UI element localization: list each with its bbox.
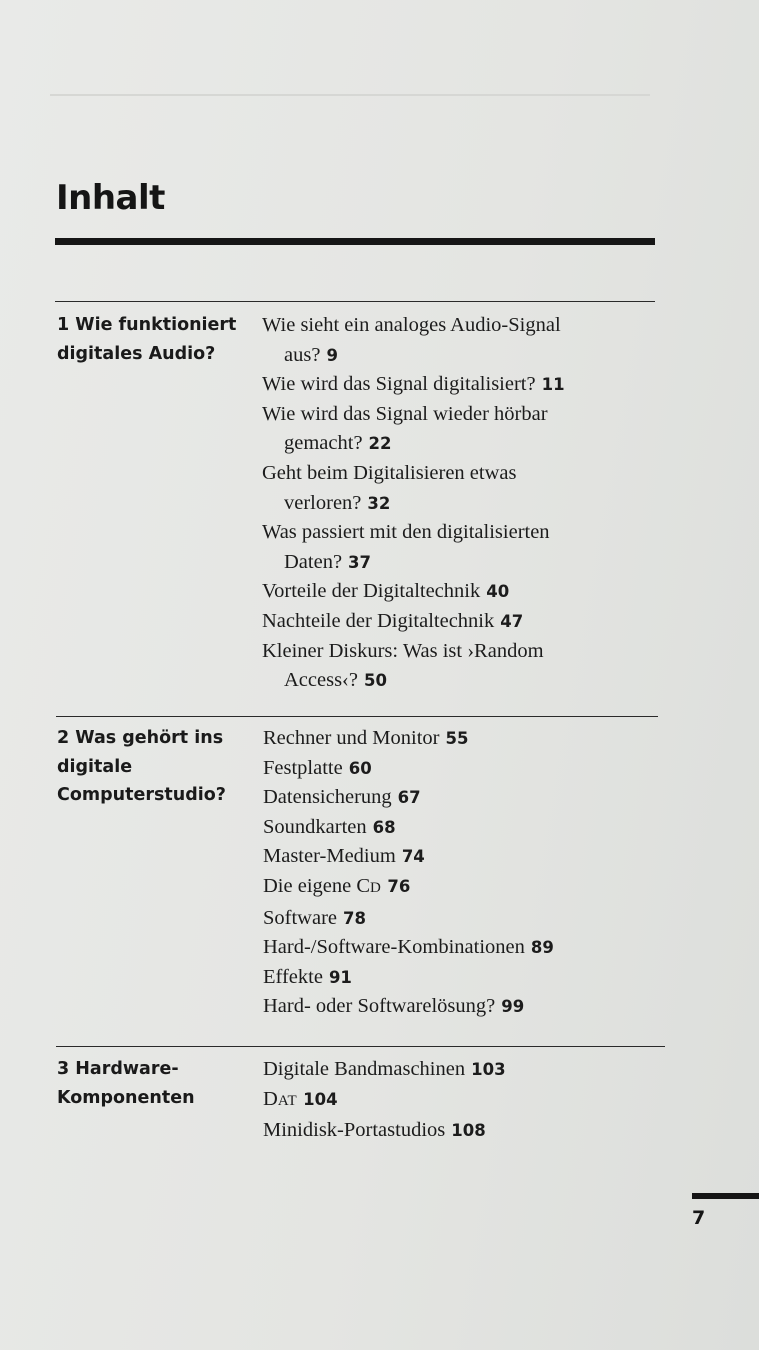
toc-entry[interactable]: Hard-/Software-Kombinationen 89 (263, 936, 554, 959)
chapter-divider (56, 1046, 665, 1047)
toc-entry[interactable]: Wie sieht ein analoges Audio-Signal aus? 9 (262, 314, 561, 366)
toc-entry[interactable]: Hard- oder Softwarelösung? 99 (263, 995, 525, 1018)
page-ref: 11 (541, 375, 565, 395)
toc-entry[interactable]: Wie wird das Signal wieder hörbar gemacht? 22 (262, 402, 548, 455)
chapter-title: 3 Hardware- Komponenten (57, 1059, 195, 1108)
chapter-divider (56, 716, 658, 717)
toc-entry[interactable]: Master-Medium 74 (263, 845, 425, 868)
toc-entry[interactable]: Digitale Bandmaschinen 103 (263, 1058, 506, 1080)
page-ref: 99 (501, 997, 525, 1017)
page-ref: 78 (343, 908, 366, 928)
page-ref: 108 (451, 1121, 486, 1141)
toc-entry[interactable]: Datensicherung 67 (263, 786, 421, 809)
page-ref: 32 (367, 493, 391, 513)
page-ref: 47 (500, 611, 524, 631)
page-ref: 91 (328, 967, 352, 987)
toc-entry[interactable]: Kleiner Diskurs: Was ist ›Random Access‹? 50 (262, 639, 544, 692)
page-ref: 76 (387, 876, 411, 896)
page-ref: 103 (471, 1060, 506, 1079)
page-ref: 55 (445, 729, 469, 748)
toc-entry[interactable]: Rechner und Monitor 55 (263, 727, 469, 749)
page-ref: 37 (348, 552, 372, 572)
toc-entry[interactable]: Die eigene CD 76 (263, 874, 411, 897)
chapter-title: 2 Was gehört ins digitale Computerstudio? (57, 728, 226, 805)
page-ref: 50 (363, 671, 387, 691)
toc-entry[interactable]: Festplatte 60 (263, 756, 372, 779)
chapter-entries (263, 724, 683, 1022)
page-ref: 89 (530, 938, 554, 958)
toc-entry[interactable]: Soundkarten 68 (263, 815, 396, 838)
page-title: Inhalt (56, 178, 165, 218)
page-ref: 22 (368, 434, 392, 454)
title-rule (55, 238, 655, 245)
toc-entry[interactable]: Vorteile der Digitaltechnik 40 (262, 580, 510, 603)
toc-entry[interactable]: Was passiert mit den digitalisierten Daten? 37 (262, 521, 550, 573)
toc-entry[interactable]: Geht beim Digitalisieren etwas verloren? 32 (262, 461, 517, 514)
toc-entry[interactable]: Effekte 91 (263, 965, 352, 988)
page-ref: 68 (372, 817, 396, 837)
page-ref: 104 (303, 1089, 338, 1109)
page-ref: 9 (326, 345, 338, 365)
chapter-divider (55, 301, 655, 302)
show-through-rule (50, 94, 650, 96)
page-ref: 74 (401, 847, 425, 867)
chapter-title: 1 Wie funktioniert digitales Audio? (57, 315, 237, 364)
toc-entry[interactable]: DAT 104 (263, 1087, 338, 1110)
toc-entry[interactable]: Software 78 (263, 906, 366, 929)
page-ref: 67 (397, 788, 421, 808)
toc-entry[interactable]: Minidisk-Portastudios 108 (263, 1119, 486, 1142)
toc-entry[interactable]: Nachteile der Digitaltechnik 47 (262, 609, 524, 632)
folio-rule (692, 1193, 759, 1199)
page-number: 7 (692, 1207, 706, 1229)
toc-entry[interactable]: Wie wird das Signal digitalisiert? 11 (262, 373, 565, 396)
chapter-entries (262, 311, 682, 696)
page-ref: 40 (486, 582, 510, 602)
page-ref: 60 (348, 758, 372, 778)
chapter-entries (263, 1055, 683, 1146)
